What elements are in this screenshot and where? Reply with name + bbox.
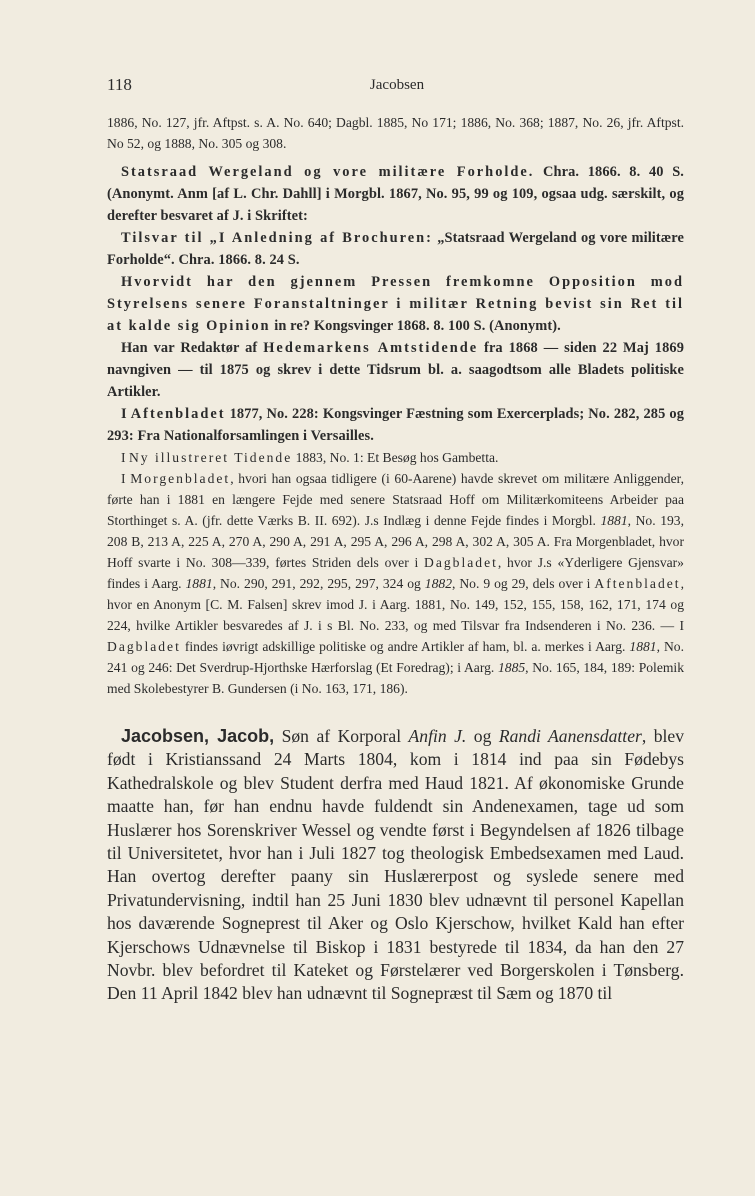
year-italic: 1881 xyxy=(185,576,213,591)
biography-paragraph xyxy=(107,725,684,1006)
year-italic: 1885 xyxy=(497,660,526,675)
year-italic: 1881 xyxy=(600,513,628,528)
newspaper-title: Dagbladet xyxy=(424,555,498,570)
entry-redaktor xyxy=(107,337,684,403)
biography-name: Jacobsen, Jacob, xyxy=(121,726,275,746)
entry-title: Hvorvidt har den gjennem Pressen fremkomne Opposition mod Styrelsens senere Foranstaltninger i militær Retning bevist sin Ret til at kalde sig Opinion xyxy=(107,274,684,334)
running-head: Jacobsen xyxy=(369,77,425,93)
father-name: Anfin J. xyxy=(408,726,467,746)
entry-text: , hvori han ogsaa tidligere (i 60-Aarene) havde skrevet om militære Anliggender, førte han i 1881 en længere Fejde med senere Statsraad Hoff om Militærkomiteens Arbeider paa Storthinget s. A. (jfr. dette Værks B. II. 692). J.s Indlæg i denne Fejde findes i Morgbl. xyxy=(107,471,684,528)
entry-title: Statsraad Wergeland og vore militære Forholde. xyxy=(121,164,535,180)
entry-text: fra 1868 — siden 22 Maj 1869 navngiven — til 1875 og skrev i dette Tidsrum bl. a. saagodtsom alle Bladets politiske Artikler. xyxy=(107,340,684,400)
newspaper-title: Aftenbladet xyxy=(130,406,226,422)
page-number: 118 xyxy=(107,75,132,94)
entry-text: 1883, No. 1: Et Besøg hos Gambetta. xyxy=(292,450,499,465)
newspaper-title: Aftenbladet xyxy=(594,576,681,591)
mother-name: Randi Aanensdatter xyxy=(498,726,642,746)
entry-ny-illustreret xyxy=(107,447,684,468)
bio-text: , blev født i Kristianssand 24 Marts 1804, kom i 1814 ind paa sin Fødebys Kathedralskole og blev Student derfra med Haud 1821. Af økonomiske Grunde maatte han, før han endnu havde fuldendt sin Andenexamen, tage ud som Huslærer hos Sorenskriver Wessel og vendte først i Begyndelsen af 1826 tilbage til Universitetet, hvor han i Juli 1827 tog theologisk Embedsexamen med Laud. Han overtog derefter paany sin Huslærerpost og syslede senere med Privatundervisning, indtil han 25 Juni 1830 blev udnævnt til personel Kapellan hos daværende Sogneprest til Aker og Oslo Kjerschow, hvilket Kald han efter Kjerschows Udnævnelse til Biskop i 1831 bestyrede til 1834, da han den 27 Novbr. blev befordret til Kateket og Førstelærer ved Borgerskolen i Tønsberg. Den 11 April 1842 blev han udnævnt til Sognepræst til Sæm og 1870 til xyxy=(107,726,685,1004)
entry-text: I xyxy=(121,450,129,465)
entry-text: , hvor en Anonym [C. M. Falsen] skrev imod J. i Aarg. 1881, No. 149, 152, 155, 158, 162, 171, 174 og 224, hvilke Artikler besvaredes af J. i s Bl. No. 233, og med Tilsvar fra Indsenderen i No. 236. — I xyxy=(107,576,684,633)
entry-morgenbladet xyxy=(107,468,684,699)
entry-text: , No. 290, 291, 292, 295, 297, 324 og xyxy=(212,576,425,591)
entry-aftenbladet xyxy=(107,403,684,447)
newspaper-title: Hedemarkens Amtstidende xyxy=(263,340,479,356)
entry-text: „Statsraad Wergeland og vore militære Forholde“. Chra. 1866. 8. 24 S. xyxy=(107,230,684,268)
page-header xyxy=(107,75,687,95)
entry-text: , No. 241 og 246: Det Sverdrup-Hjorthske Hærforslag (Et Foredrag); i Aarg. xyxy=(107,639,685,675)
entry-text: I xyxy=(121,471,131,486)
year-italic: 1881 xyxy=(629,639,657,654)
entry-text: , No. 165, 184, 189: Polemik med Skolebestyrer B. Gundersen (i No. 163, 171, 186). xyxy=(107,660,685,696)
entry-text: Han var Redaktør af xyxy=(121,340,264,356)
bio-text: Søn af Korporal xyxy=(274,726,409,746)
reference-paragraph: 1886, No. 127, jfr. Aftpst. s. A. No. 640; Dagbl. 1885, No 171; 1886, No. 368; 1887, No. 26, jfr. Aftpst. No 52, og 1888, No. 305 og 308. xyxy=(107,115,684,151)
entry-hvorvidt xyxy=(107,271,684,337)
entry-text: 1877, No. 228: Kongsvinger Fæstning som Exercerplads; No. 282, 285 og 293: Fra Nationalforsamlingen i Versailles. xyxy=(107,406,685,444)
entry-text: , No. 193, 208 B, 213 A, 225 A, 270 A, 290 A, 291 A, 295 A, 296 A, 298 A, 302 A, 305 A. Fra Morgenbladet, hvor Hoff svarte i No. 308—339, førtes Striden dels over i xyxy=(107,513,685,570)
newspaper-title: Ny illustreret Tidende xyxy=(128,450,293,465)
entry-text: findes iøvrigt adskillige politiske og andre Artikler af ham, bl. a. merkes i Aarg. xyxy=(180,639,630,654)
entry-tilsvar xyxy=(107,227,684,271)
entry-text: Chra. 1866. 8. 40 S. (Anonymt. Anm [af L. Chr. Dahll] i Morgbl. 1867, No. 95, 99 og 109, ogsaa udg. særskilt, og derefter besvaret af J. i Skriftet: xyxy=(107,164,684,224)
bio-text: og xyxy=(466,726,499,746)
entry-text: I xyxy=(121,406,131,422)
entry-text: in re? Kongsvinger 1868. 8. 100 S. (Anonymt). xyxy=(270,318,561,334)
entry-text: , No. 9 og 29, dels over i xyxy=(451,576,595,591)
entry-title: Tilsvar til „I Anledning af Brochuren: xyxy=(121,230,433,246)
newspaper-title: Morgenbladet xyxy=(130,471,231,486)
page-body xyxy=(107,112,684,1006)
newspaper-title: Dagbladet xyxy=(107,639,181,654)
entry-statsraad xyxy=(107,161,684,227)
year-italic: 1882 xyxy=(424,576,452,591)
entry-text: , hvor J.s «Yderligere Gjensvar» findes i Aarg. xyxy=(107,555,684,591)
